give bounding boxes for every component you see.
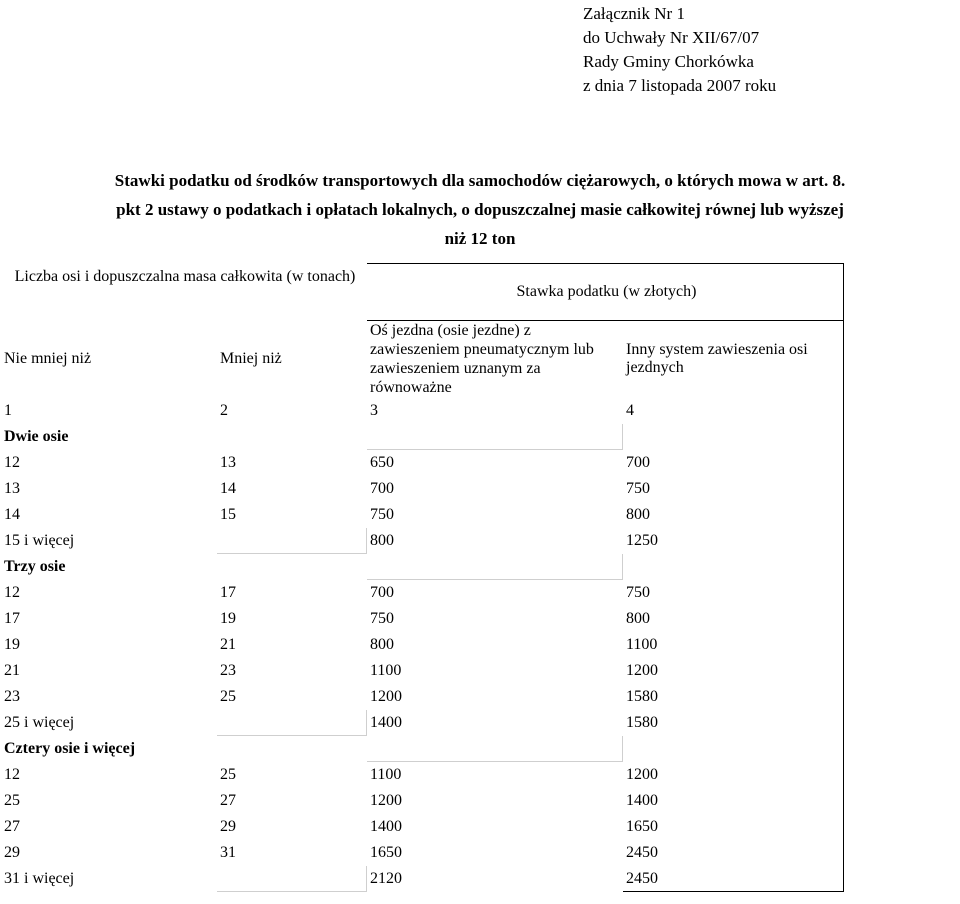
- section-empty-cell: [623, 424, 844, 450]
- cell-less-than: 15: [220, 505, 236, 523]
- cell-rate-pneumatic: 700: [370, 479, 394, 497]
- table-row: [1, 710, 844, 736]
- cell-not-less-than: 15 i więcej: [4, 531, 75, 549]
- table-numbering-row: [1, 398, 844, 424]
- title-line-2: pkt 2 ustawy o podatkach i opłatach lokalnych, o dopuszczalnej masie całkowitej równej lub wyższej: [116, 200, 844, 219]
- cell-rate-pneumatic: 1100: [370, 661, 402, 679]
- cell-not-less-than: 14: [4, 505, 20, 523]
- section-empty-cell: [623, 736, 844, 762]
- annex-header: [583, 2, 776, 98]
- title-line-1: Stawki podatku od środków transportowych dla samochodów ciężarowych, o których mowa w art. 8.: [114, 171, 846, 190]
- section-label: Dwie osie: [4, 427, 69, 445]
- cell-less-than: 29: [220, 817, 236, 835]
- table-row: [1, 658, 844, 684]
- header-tax-rate: [367, 264, 844, 321]
- table-header-row: [1, 264, 844, 321]
- col-less-than: Mniej niż: [220, 350, 282, 367]
- cell-rate-pneumatic: 1200: [370, 791, 402, 809]
- cell-less-than: 14: [220, 479, 236, 497]
- section-label: Cztery osie i więcej: [4, 739, 136, 757]
- cell-less-than: 25: [220, 687, 236, 705]
- cell-not-less-than: 21: [4, 661, 20, 679]
- section-row: [1, 424, 844, 450]
- section-label: Trzy osie: [4, 557, 66, 575]
- cell-rate-other: 1200: [623, 658, 844, 684]
- cell-not-less-than: 29: [4, 843, 20, 861]
- cell-less-than: 17: [220, 583, 236, 601]
- cell-not-less-than: 25 i więcej: [4, 713, 75, 731]
- section-empty-cell: [367, 424, 623, 450]
- title-line-3: niż 12 ton: [444, 229, 516, 248]
- cell-rate-pneumatic: 1400: [370, 713, 402, 731]
- col-number-1: 1: [4, 401, 12, 419]
- cell-less-than: 19: [220, 609, 236, 627]
- cell-rate-other: 1400: [623, 788, 844, 814]
- cell-rate-other: 700: [623, 450, 844, 476]
- header-axles-mass-label: Liczba osi i dopuszczalna masa całkowita (w tonach): [14, 268, 356, 285]
- cell-less-than: [217, 866, 367, 892]
- annex-number: Załącznik Nr 1: [583, 4, 685, 23]
- cell-rate-pneumatic: 750: [370, 609, 394, 627]
- table-row: [1, 502, 844, 528]
- cell-not-less-than: 12: [4, 583, 20, 601]
- tax-rate-table: [0, 263, 844, 892]
- cell-rate-other: 750: [623, 580, 844, 606]
- section-empty-cell: [623, 554, 844, 580]
- cell-rate-other: 800: [623, 502, 844, 528]
- col-not-less-than: Nie mniej niż: [4, 350, 92, 367]
- cell-rate-other: 1200: [623, 762, 844, 788]
- cell-rate-other: 2450: [623, 840, 844, 866]
- cell-not-less-than: 12: [4, 765, 20, 783]
- cell-rate-other: 750: [623, 476, 844, 502]
- cell-not-less-than: 13: [4, 479, 20, 497]
- cell-rate-pneumatic: 1650: [370, 843, 402, 861]
- table-subheader-row: [1, 321, 844, 398]
- annex-council: Rady Gminy Chorkówka: [583, 52, 754, 71]
- cell-rate-pneumatic: 800: [370, 531, 394, 549]
- col-other-suspension: Inny system zawieszenia osi jezdnych: [623, 321, 844, 398]
- cell-less-than: [217, 710, 367, 736]
- cell-not-less-than: 17: [4, 609, 20, 627]
- cell-not-less-than: 31 i więcej: [4, 869, 75, 887]
- document-title: [0, 166, 960, 253]
- cell-rate-pneumatic: 1400: [370, 817, 402, 835]
- cell-not-less-than: 12: [4, 453, 20, 471]
- table-row: [1, 814, 844, 840]
- table-row: [1, 788, 844, 814]
- col-number-2: 2: [220, 401, 228, 419]
- cell-less-than: 21: [220, 635, 236, 653]
- cell-rate-other: 1250: [623, 528, 844, 554]
- cell-less-than: 13: [220, 453, 236, 471]
- cell-less-than: 23: [220, 661, 236, 679]
- table-row: [1, 684, 844, 710]
- col-number-3: 3: [367, 398, 623, 424]
- annex-date: z dnia 7 listopada 2007 roku: [583, 76, 777, 95]
- table-row: [1, 450, 844, 476]
- table-row: [1, 580, 844, 606]
- annex-resolution: do Uchwały Nr XII/67/07: [583, 28, 760, 47]
- cell-rate-pneumatic: 1200: [370, 687, 402, 705]
- table-row: [1, 866, 844, 892]
- cell-rate-other: 1580: [623, 710, 844, 736]
- cell-rate-other: 1100: [623, 632, 844, 658]
- cell-not-less-than: 25: [4, 791, 20, 809]
- cell-not-less-than: 19: [4, 635, 20, 653]
- section-row: [1, 736, 844, 762]
- cell-rate-other: 800: [623, 606, 844, 632]
- table-row: [1, 840, 844, 866]
- cell-rate-pneumatic: 1100: [370, 765, 402, 783]
- cell-rate-pneumatic: 2120: [370, 869, 402, 887]
- col-number-4: 4: [623, 398, 844, 424]
- table-row: [1, 632, 844, 658]
- cell-rate-pneumatic: 800: [370, 635, 394, 653]
- col-pneumatic-suspension: Oś jezdna (osie jezdne) z zawieszeniem pneumatycznym lub zawieszeniem uznanym za równoważne: [367, 321, 623, 398]
- section-empty-cell: [367, 554, 623, 580]
- cell-not-less-than: 27: [4, 817, 20, 835]
- cell-rate-pneumatic: 700: [370, 583, 394, 601]
- cell-rate-other: 1650: [623, 814, 844, 840]
- cell-not-less-than: 23: [4, 687, 20, 705]
- cell-less-than: 25: [220, 765, 236, 783]
- cell-rate-pneumatic: 650: [370, 453, 394, 471]
- cell-less-than: 31: [220, 843, 236, 861]
- cell-rate-other: 1580: [623, 684, 844, 710]
- cell-rate-other: 2450: [623, 866, 844, 892]
- table-row: [1, 762, 844, 788]
- header-axles-mass: [1, 264, 367, 321]
- table-row: [1, 528, 844, 554]
- section-empty-cell: [367, 736, 623, 762]
- section-row: [1, 554, 844, 580]
- table-row: [1, 606, 844, 632]
- cell-less-than: [217, 528, 367, 554]
- cell-less-than: 27: [220, 791, 236, 809]
- cell-rate-pneumatic: 750: [370, 505, 394, 523]
- table-row: [1, 476, 844, 502]
- header-tax-rate-label: Stawka podatku (w złotych): [516, 283, 697, 300]
